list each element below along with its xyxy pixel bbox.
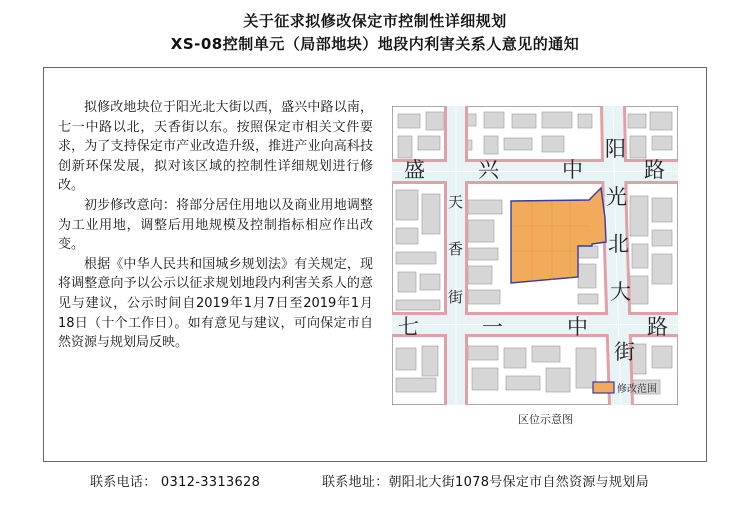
body-paragraph-legal: 根据《中华人民共和国城乡规划法》有关规定，现将调整意向予以公示以征求规划地段内利害关系人的意见与建议，公示时间自2019年1月7日至2019年1月18日（十个工作日）。如有意见与建议，可向保定市自然资源与规划局反映。 xyxy=(58,256,373,351)
road-label-bei: 北 xyxy=(608,232,629,256)
road-label-guang: 光 xyxy=(606,185,627,209)
notice-body xyxy=(58,98,373,353)
notice-title-line1: 关于征求拟修改保定市控制性详细规划 xyxy=(243,12,507,30)
road-label-sheng: 盛 xyxy=(404,158,425,182)
notice-title-line2: XS-08控制单元（局部地块）地段内利害关系人意见的通知 xyxy=(170,35,580,53)
body-paragraph-location: 拟修改地块位于阳光北大街以西，盛兴中路以南，七一中路以北，天香街以东。按照保定市相关文件要求，为了支持保定市产业改造升级，推进产业向高科技创新环保发展，拟对该区域的控制性详细规划进行修改。 xyxy=(58,100,373,194)
road-label-qi: 七 xyxy=(398,315,419,339)
road-label-jie2: 街 xyxy=(448,288,464,306)
body-paragraph-intent: 初步修改意向：将部分居住用地以及商业用地调整为工业用地，调整后用地规模及控制指标相应作出改变。 xyxy=(58,197,373,253)
map-caption: 区位示意图 xyxy=(518,413,573,426)
road-label-yang: 阳 xyxy=(605,137,626,161)
contact-address: 联系地址：朝阳北大街1078号保定市自然资源与规划局 xyxy=(322,475,649,490)
legend-label: 修改范围 xyxy=(617,384,657,395)
contact-phone: 联系电话： 0312-3313628 xyxy=(90,475,261,490)
road-label-yi: 一 xyxy=(482,315,503,339)
road-label-xiang: 香 xyxy=(448,240,464,258)
road-label-xing: 兴 xyxy=(478,158,499,182)
road-label-jie1: 街 xyxy=(614,340,635,364)
road-label-tian: 天 xyxy=(448,193,464,211)
road-label-zhong1: 中 xyxy=(562,158,583,182)
road-label-lu2: 路 xyxy=(647,315,668,339)
road-label-lu1: 路 xyxy=(644,158,665,182)
road-label-zhong2: 中 xyxy=(567,315,588,339)
road-label-da: 大 xyxy=(610,280,631,304)
location-map-svg xyxy=(392,106,678,405)
location-map xyxy=(392,106,678,405)
legend-swatch xyxy=(593,382,614,393)
